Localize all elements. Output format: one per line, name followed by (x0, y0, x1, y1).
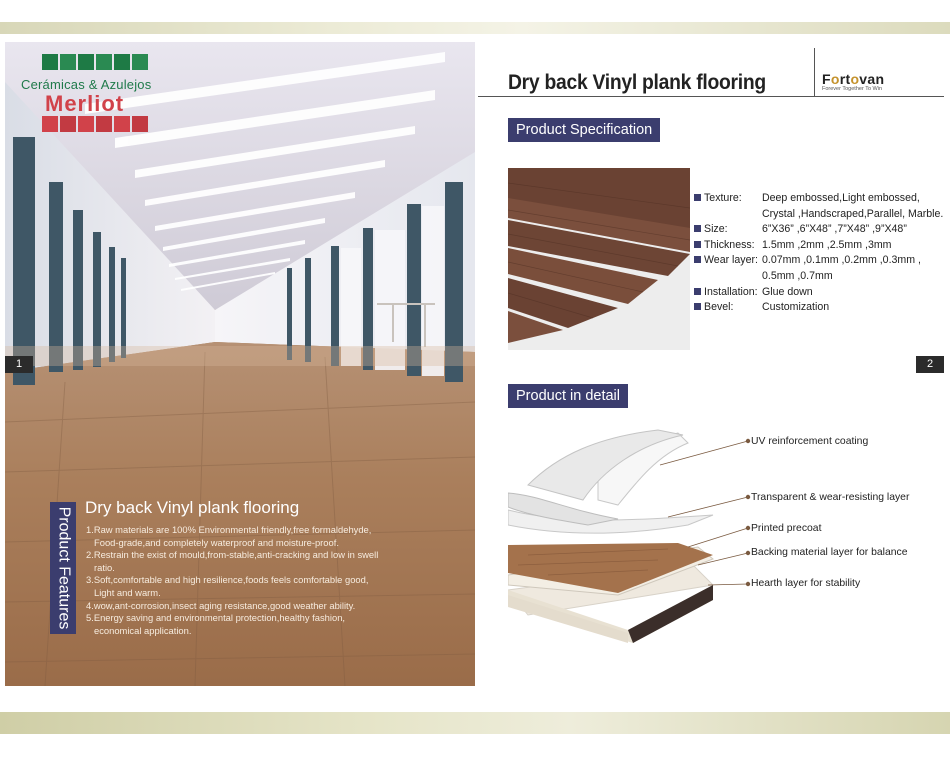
logo-square (78, 116, 94, 132)
spec-key: Thickness: (704, 238, 755, 251)
features-list (86, 524, 386, 637)
layer-label-printed: Printed precoat (751, 523, 822, 534)
logo-tagline: Cerámicas & Azulejos (21, 77, 152, 92)
spec-key: Texture: (704, 192, 742, 204)
logo-square (42, 54, 58, 70)
brand-part: F (822, 71, 831, 87)
spec-value: Glue down (762, 285, 813, 298)
logo-square (132, 54, 148, 70)
feature-item: 3.Soft,comfortable and high resilience,foods feels comfortable good, Light and warm. (86, 574, 369, 598)
spec-value: Deep embossed,Light embossed, Crystal ,Handscraped,Parallel, Marble. (762, 192, 944, 220)
logo-square (114, 116, 130, 132)
product-specification-heading: Product Specification (508, 118, 660, 142)
layer-label-backing: Backing material layer for balance (751, 547, 908, 558)
bullet-square-icon (694, 256, 701, 263)
feature-item: 2.Restrain the exist of mould,from-stable,anti-cracking and low in swell ratio. (86, 549, 379, 573)
feature-item: 5.Energy saving and environmental protection,healthy fashion, economical application. (86, 612, 346, 636)
bullet-square-icon (694, 288, 701, 295)
layer-label-hearth: Hearth layer for stability (751, 578, 861, 589)
spec-value: 6”X36” ,6”X48” ,7”X48” ,9”X48” (762, 223, 907, 236)
layer-structure-diagram (508, 425, 948, 655)
spec-row-size (694, 222, 944, 238)
spec-row-wear-layer (694, 253, 944, 284)
logo-square (114, 54, 130, 70)
spec-key: Wear layer: (704, 254, 758, 267)
spec-value: 0.07mm ,0.1mm ,0.2mm ,0.3mm , 0.5mm ,0.7mm (762, 254, 921, 282)
top-decorative-band (0, 22, 950, 34)
spec-row-thickness (694, 238, 944, 254)
spec-list (694, 191, 944, 316)
layer-label-wear: Transparent & wear-resisting layer (751, 492, 910, 503)
logo-square (78, 54, 94, 70)
features-title: Dry back Vinyl plank flooring (85, 498, 300, 517)
layer-label-uv: UV reinforcement coating (751, 436, 869, 447)
bottom-decorative-band (0, 712, 950, 734)
spec-key: Installation: (704, 285, 758, 298)
product-features-label: Product Features (55, 506, 73, 630)
brand-tagline: Forever Together To Win (822, 86, 883, 92)
feature-item: 4.wow,ant-corrosion,insect aging resistance,good weather ability. (86, 599, 356, 611)
left-page (5, 42, 475, 686)
brand-part: van (859, 71, 885, 87)
product-in-detail-heading: Product in detail (508, 384, 628, 408)
page-number-left: 1 (5, 356, 33, 373)
page-title: Dry back Vinyl plank flooring (508, 71, 766, 94)
bullet-square-icon (694, 241, 701, 248)
spec-key: Size: (704, 223, 728, 236)
spec-row-installation (694, 285, 944, 301)
bullet-square-icon (694, 303, 701, 310)
logo-square (42, 116, 58, 132)
spec-row-bevel (694, 300, 944, 316)
spec-key: Bevel: (704, 301, 734, 314)
feature-item: 1.Raw materials are 100% Environmental friendly,free formaldehyde, Food-grade,and completely waterproof and moisture-proof. (86, 524, 372, 548)
spec-value: 1.5mm ,2mm ,2.5mm ,3mm (762, 238, 892, 251)
spec-row-texture (694, 191, 944, 222)
vinyl-planks-image (508, 168, 690, 350)
logo-square (60, 116, 76, 132)
spec-value: Customization (762, 301, 830, 314)
title-divider (478, 96, 944, 97)
logo-square (96, 54, 112, 70)
page-number-right: 2 (916, 356, 944, 373)
merliot-logo (17, 50, 167, 140)
brand-part: rt (839, 71, 851, 87)
logo-name: Merliot (45, 91, 125, 116)
product-features-tab (50, 502, 76, 634)
logo-square (132, 116, 148, 132)
fortovan-logo (822, 71, 884, 87)
logo-square (60, 54, 76, 70)
brand-part: o (830, 71, 840, 87)
logo-square (96, 116, 112, 132)
brand-part: o (850, 71, 860, 87)
brand-separator (814, 48, 815, 96)
bullet-square-icon (694, 225, 701, 232)
bullet-square-icon (694, 194, 701, 201)
